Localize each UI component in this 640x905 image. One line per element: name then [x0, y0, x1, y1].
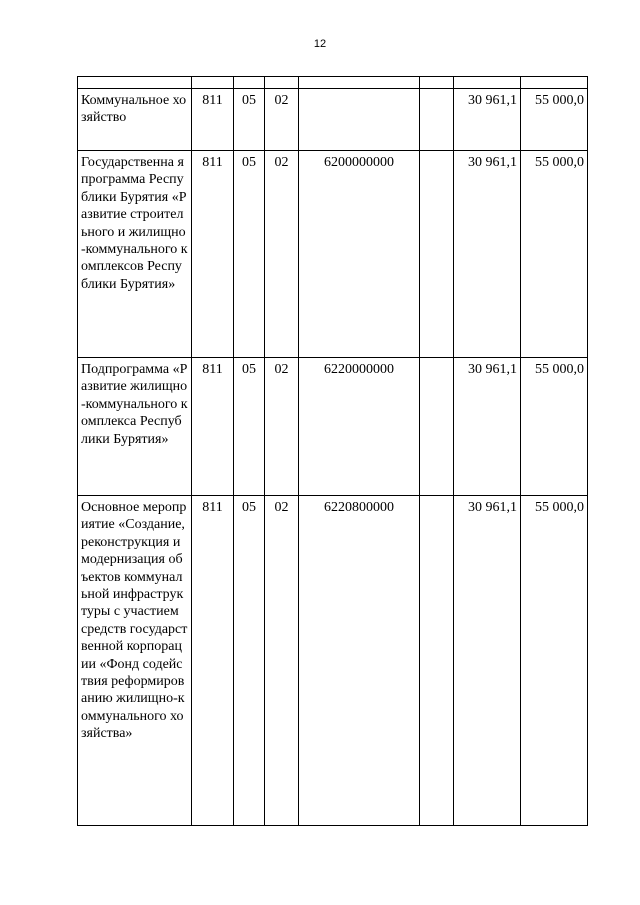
subsection-code-cell: 02	[265, 496, 299, 826]
expense-type-cell	[420, 358, 454, 496]
section-code-cell: 05	[234, 496, 265, 826]
header-cell	[234, 77, 265, 89]
header-cell	[454, 77, 521, 89]
page-number: 12	[313, 38, 327, 50]
header-cell	[192, 77, 234, 89]
target-article-cell: 6220800000	[299, 496, 420, 826]
subsection-code-cell: 02	[265, 89, 299, 151]
table-row	[78, 89, 588, 151]
amount-1-cell: 30 961,1	[454, 358, 521, 496]
expense-type-cell	[420, 496, 454, 826]
amount-1-cell: 30 961,1	[454, 496, 521, 826]
section-code-cell: 05	[234, 89, 265, 151]
row-name-cell: Основное мероприятие «Создание, реконструкция и модернизация объектов коммунальной инфраструктуры с участием средств государственной корпорации «Фонд содействия реформированию жилищно-коммунального хозяйства»	[78, 496, 192, 826]
expense-type-cell	[420, 151, 454, 358]
row-name-cell: Коммунальное хозяйство	[78, 89, 192, 151]
row-name-cell: Государственна я программа Республики Бурятия «Развитие строительного и жилищно-коммунального комплексов Республики Бурятия»	[78, 151, 192, 358]
target-article-cell: 6200000000	[299, 151, 420, 358]
subsection-code-cell: 02	[265, 358, 299, 496]
target-article-cell	[299, 89, 420, 151]
amount-2-cell: 55 000,0	[521, 151, 588, 358]
amount-1-cell: 30 961,1	[454, 89, 521, 151]
section-code-cell: 05	[234, 358, 265, 496]
table-row	[78, 151, 588, 358]
subsection-code-cell: 02	[265, 151, 299, 358]
section-code-cell: 05	[234, 151, 265, 358]
table-header-continuation-row	[78, 77, 588, 89]
expense-type-cell	[420, 89, 454, 151]
target-article-cell: 6220000000	[299, 358, 420, 496]
header-cell	[420, 77, 454, 89]
amount-2-cell: 55 000,0	[521, 358, 588, 496]
ministry-code-cell: 811	[192, 89, 234, 151]
row-name-cell: Подпрограмма «Развитие жилищно-коммунального комплекса Республики Бурятия»	[78, 358, 192, 496]
header-cell	[78, 77, 192, 89]
ministry-code-cell: 811	[192, 496, 234, 826]
table-row	[78, 496, 588, 826]
amount-2-cell: 55 000,0	[521, 89, 588, 151]
budget-table	[77, 76, 588, 826]
ministry-code-cell: 811	[192, 358, 234, 496]
table-row	[78, 358, 588, 496]
ministry-code-cell: 811	[192, 151, 234, 358]
amount-2-cell: 55 000,0	[521, 496, 588, 826]
header-cell	[299, 77, 420, 89]
header-cell	[521, 77, 588, 89]
header-cell	[265, 77, 299, 89]
amount-1-cell: 30 961,1	[454, 151, 521, 358]
